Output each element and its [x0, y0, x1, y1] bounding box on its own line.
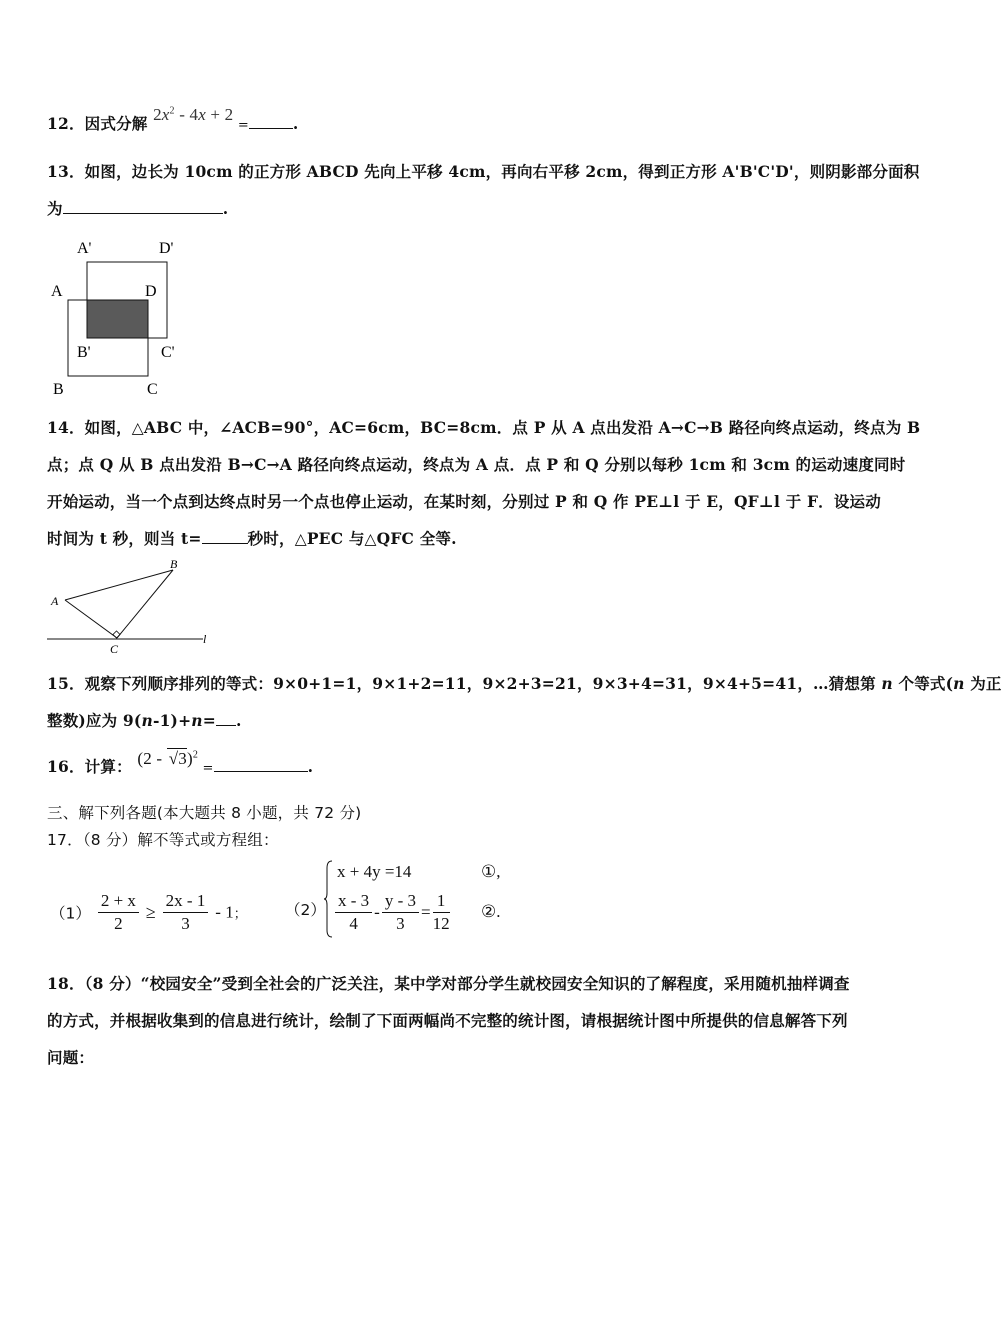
q17-eq2: $\frac{x - 3}{4}$ - $\frac{y - 3}{3}$ = $\frac{1}{12}$ [333, 890, 452, 935]
q17-part1-frac2: $\frac{2x - 1}{3}$ [163, 890, 209, 935]
q14-line1: 14．如图，△ABC 中，∠ACB=90°，AC=6cm，BC=8cm．点 P 从 A 点出发沿 A→C→B 路径向终点运动，终点为 B [47, 418, 921, 437]
label-b: B [53, 381, 64, 398]
label-c-prime: C' [161, 344, 175, 361]
q17-part1-label: （1） [50, 904, 91, 923]
label-c: C [110, 642, 119, 656]
label-a: A [51, 283, 63, 300]
q12-equals: = [237, 118, 249, 133]
q17-eq1: x + 4y =14 [337, 862, 412, 881]
label-a-prime: A' [77, 240, 92, 257]
label-c: C [147, 381, 158, 398]
label-d-prime: D' [159, 240, 174, 257]
q12-prefix: 12．因式分解 [47, 114, 148, 133]
q17-part1-frac1: $\frac{2 + x}{2}$ [98, 890, 139, 935]
q18-line2: 的方式，并根据收集到的信息进行统计，绘制了下面两幅尚不完整的统计图，请根据统计图中所提供的信息解答下列 [47, 1011, 848, 1030]
shaded-overlap [87, 300, 148, 338]
segment-ab [65, 570, 173, 600]
label-d: D [145, 283, 157, 300]
q13-figure [45, 232, 195, 402]
q14-line4: 时间为 t 秒，则当 t= 秒时，△PEC 与△QFC 全等. [47, 529, 457, 548]
q16-expression: (2 - √3)$^2$ [137, 749, 199, 768]
system-brace [323, 860, 333, 938]
right-angle-mark [113, 631, 120, 638]
q14-answer-blank [202, 543, 248, 544]
q17-eq2-mark: ②. [481, 902, 501, 921]
q13-line1: 13．如图，边长为 10cm 的正方形 ABCD 先向上平移 4cm，再向右平移 2cm，得到正方形 A'B'C'D'，则阴影部分面积 [47, 162, 920, 181]
label-b: B [170, 557, 178, 571]
q17-part1: （1） $\frac{2 + x}{2}$ ≥ $\frac{2x - 1}{3}$ - 1； [50, 891, 247, 933]
q15-line2: 整数)应为 9(n-1)+n= . [47, 711, 242, 730]
q14-line3: 开始运动，当一个点到达终点时另一个点也停止运动，在某时刻，分别过 P 和 Q 作 PE⊥l 于 E，QF⊥l 于 F．设运动 [47, 492, 881, 511]
label-l: l [203, 632, 207, 646]
q12-expression: $2x^2 - 4x + 2$ [153, 105, 234, 124]
segment-bc [117, 570, 173, 638]
q12-answer-blank [249, 128, 293, 129]
q13-line2: 为 . [47, 199, 229, 218]
segment-ac [65, 600, 117, 638]
label-b-prime: B' [77, 344, 91, 361]
q14-line2: 点；点 Q 从 B 点出发沿 B→C→A 路径向终点运动，终点为 A 点．点 P 和 Q 分别以每秒 1cm 和 3cm 的运动速度同时 [47, 455, 906, 474]
q16-answer-blank [214, 771, 308, 772]
section3-title: 三、解下列各题(本大题共 8 小题，共 72 分) [47, 804, 362, 822]
q18-line3: 问题： [47, 1048, 95, 1067]
q17-part2-label: （2） [285, 901, 326, 919]
q13-answer-blank [63, 213, 223, 214]
q17-eq1-mark: ①, [481, 862, 501, 881]
q16-line: 16．计算： (2 - √3)$^2$ = . [47, 749, 314, 776]
q17-title: 17．（8 分）解不等式或方程组： [47, 831, 279, 849]
q14-figure [45, 556, 215, 656]
q18-line1: 18．（8 分）“校园安全”受到全社会的广泛关注，某中学对部分学生就校园安全知识的了解程度，采用随机抽样调查 [47, 974, 850, 993]
q12-end: . [292, 114, 299, 133]
q15-answer-blank [216, 725, 236, 726]
label-a: A [51, 594, 59, 608]
q15-line1: 15．观察下列顺序排列的等式：9×0+1=1，9×1+2=11，9×2+3=21，9×3+4=31，9×4+5=41，…猜想第 n 个等式(n 为正 [47, 674, 1002, 693]
q12-line [47, 105, 299, 134]
